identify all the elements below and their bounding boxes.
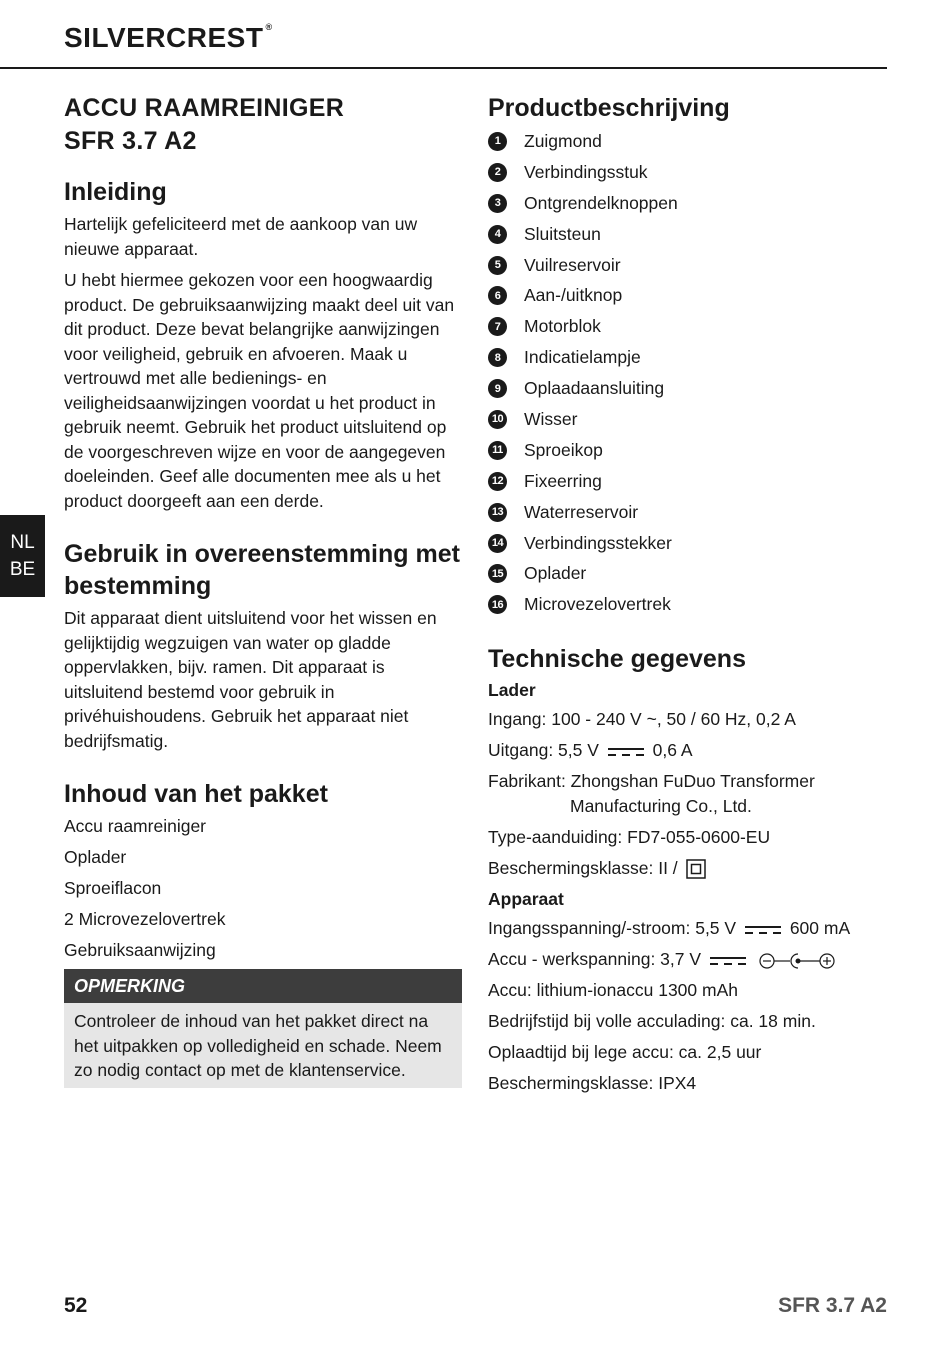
number-badge-icon: 15 [488, 564, 507, 583]
package-heading: Inhoud van het pakket [64, 780, 328, 808]
polarity-symbol-icon [758, 952, 836, 970]
dc-symbol-icon [607, 746, 645, 758]
parts-list-item [488, 188, 888, 219]
part-label: Zuigmond [524, 130, 602, 151]
charger-maker-line1: Fabrikant: Zhongshan FuDuo Transformer [488, 771, 815, 792]
tech-heading: Technische gegevens [488, 645, 746, 674]
part-label: Verbindingsstuk [524, 161, 648, 182]
brand-logo [64, 22, 273, 54]
parts-list-item [488, 466, 888, 497]
number-badge-icon: 1 [488, 132, 507, 151]
parts-list-item [488, 404, 888, 435]
part-label: Verbindingsstekker [524, 532, 672, 553]
device-input-voltage: Ingangsspanning/-stroom: 5,5 V [488, 918, 737, 939]
product-title-line1: ACCU RAAMREINIGER [64, 94, 345, 122]
parts-list-item [488, 435, 888, 466]
language-tab [0, 515, 45, 597]
number-badge-icon: 4 [488, 225, 507, 244]
part-label: Aan-/uitknop [524, 285, 623, 306]
parts-list-item [488, 373, 888, 404]
number-badge-icon: 13 [488, 503, 507, 522]
number-badge-icon: 2 [488, 163, 507, 182]
product-title [64, 92, 462, 158]
intended-use-heading: Gebruik in overeenstemming met bestemming [64, 540, 460, 600]
dc-symbol-icon [709, 955, 747, 967]
package-item: 2 Microvezelovertrek [64, 909, 226, 929]
note-box [64, 969, 462, 1088]
battery-voltage [488, 947, 888, 972]
intended-use-paragraph: Dit apparaat dient uitsluitend voor het wissen en gelijktijdig wegzuigen van water op gladde oppervlakken, bijv. ramen. Dit apparaat is uitsluitend bestemd voor gebruik in privéhuishoudens. Gebruik het apparaat niet bedrijfsmatig. [64, 608, 437, 751]
package-item: Gebruiksaanwijzing [64, 940, 216, 960]
part-label: Sproeikop [524, 439, 603, 460]
number-badge-icon: 14 [488, 534, 507, 553]
runtime: Bedrijfstijd bij volle acculading: ca. 18 min. [488, 1011, 816, 1032]
registered-mark: ® [265, 22, 273, 32]
right-column [488, 92, 888, 1096]
charger-input: Ingang: 100 - 240 V ~, 50 / 60 Hz, 0,2 A [488, 709, 796, 730]
parts-list-item [488, 126, 888, 157]
parts-list-item [488, 558, 888, 589]
package-section [64, 778, 462, 1088]
charger-protection-class-text: Beschermingsklasse: II / [488, 857, 678, 878]
brand-logo-text: SILVERCREST [64, 22, 264, 53]
note-title: OPMERKING [64, 969, 462, 1003]
intro-heading: Inleiding [64, 178, 167, 206]
class-ii-symbol-icon [686, 859, 706, 879]
number-badge-icon: 6 [488, 286, 507, 305]
tech-section [488, 643, 888, 1096]
part-label: Ontgrendelknoppen [524, 192, 678, 213]
footer-model: SFR 3.7 A2 [778, 1294, 887, 1317]
parts-list-item [488, 250, 888, 281]
package-item: Sproeiflacon [64, 878, 162, 898]
intro-section [64, 176, 462, 513]
number-badge-icon: 12 [488, 472, 507, 491]
charger-output [488, 738, 888, 763]
charger-maker-line2: Manufacturing Co., Ltd. [570, 795, 752, 816]
charger-subheading: Lader [488, 680, 536, 701]
note-text: Controleer de inhoud van het pakket direct na het uitpakken op volledigheid en schade. Neem zo nodig contact op met de klantenservice. [74, 1011, 442, 1080]
header-divider [0, 67, 887, 69]
language-tab-be: BE [9, 559, 36, 580]
parts-list-item [488, 589, 888, 620]
package-item: Accu raamreiniger [64, 816, 206, 836]
number-badge-icon: 9 [488, 379, 507, 398]
package-item: Oplader [64, 847, 127, 867]
part-label: Indicatielampje [524, 347, 641, 368]
device-input-current: 600 mA [789, 918, 851, 939]
device-input [488, 916, 888, 941]
number-badge-icon: 16 [488, 595, 507, 614]
parts-list-item [488, 342, 888, 373]
intro-paragraph-2: U hebt hiermee gekozen voor een hoogwaardig product. De gebruiksaanwijzing maakt deel uit van dit product. Deze bevat belangrijke aanwijzingen voor veiligheid, gebruik en afvoeren. Maak u vertrouwd met alle bedienings- en veiligheidsaanwijzingen voordat u het product in gebruik neemt. Gebruik het product uitsluitend op de voorgeschreven wijze en voor de aangegeven doeleinden. Geef alle documenten mee als u het product doorgeeft aan een derde. [64, 270, 455, 511]
part-label: Sluitsteun [524, 223, 601, 244]
device-subheading: Apparaat [488, 889, 564, 910]
package-list [64, 814, 462, 962]
part-label: Vuilreservoir [524, 254, 621, 275]
battery-voltage-text: Accu - werkspanning: 3,7 V [488, 949, 702, 970]
charger-maker [488, 769, 888, 818]
number-badge-icon: 3 [488, 194, 507, 213]
product-description-heading: Productbeschrijving [488, 94, 730, 122]
part-label: Wisser [524, 408, 578, 429]
parts-list-item [488, 157, 888, 188]
parts-list-item [488, 280, 888, 311]
number-badge-icon: 10 [488, 410, 507, 429]
number-badge-icon: 11 [488, 441, 507, 460]
parts-list [488, 126, 888, 620]
part-label: Oplaadaansluiting [524, 378, 665, 399]
parts-list-item [488, 311, 888, 342]
page-number: 52 [64, 1294, 88, 1317]
number-badge-icon: 7 [488, 317, 507, 336]
intro-paragraph-1: Hartelijk gefeliciteerd met de aankoop van uw nieuwe apparaat. [64, 214, 418, 259]
number-badge-icon: 8 [488, 348, 507, 367]
dc-symbol-icon [744, 924, 782, 936]
battery-type: Accu: lithium-ionaccu 1300 mAh [488, 980, 738, 1001]
language-tab-nl: NL [10, 532, 35, 553]
charger-output-voltage: Uitgang: 5,5 V [488, 740, 599, 761]
parts-list-item [488, 497, 888, 528]
part-label: Microvezelovertrek [524, 594, 671, 615]
charge-time: Oplaadtijd bij lege accu: ca. 2,5 uur [488, 1042, 762, 1063]
part-label: Waterreservoir [524, 501, 639, 522]
part-label: Fixeerring [524, 470, 602, 491]
charger-protection-class [488, 856, 888, 881]
number-badge-icon: 5 [488, 256, 507, 275]
part-label: Oplader [524, 563, 587, 584]
ip-rating: Beschermingsklasse: IPX4 [488, 1073, 697, 1094]
parts-list-item [488, 528, 888, 559]
parts-list-item [488, 219, 888, 250]
left-column [64, 92, 462, 1088]
intended-use-section [64, 538, 462, 753]
charger-type: Type-aanduiding: FD7-055-0600-EU [488, 826, 771, 847]
charger-output-current: 0,6 A [652, 740, 693, 761]
product-title-line2: SFR 3.7 A2 [64, 127, 197, 155]
part-label: Motorblok [524, 316, 601, 337]
